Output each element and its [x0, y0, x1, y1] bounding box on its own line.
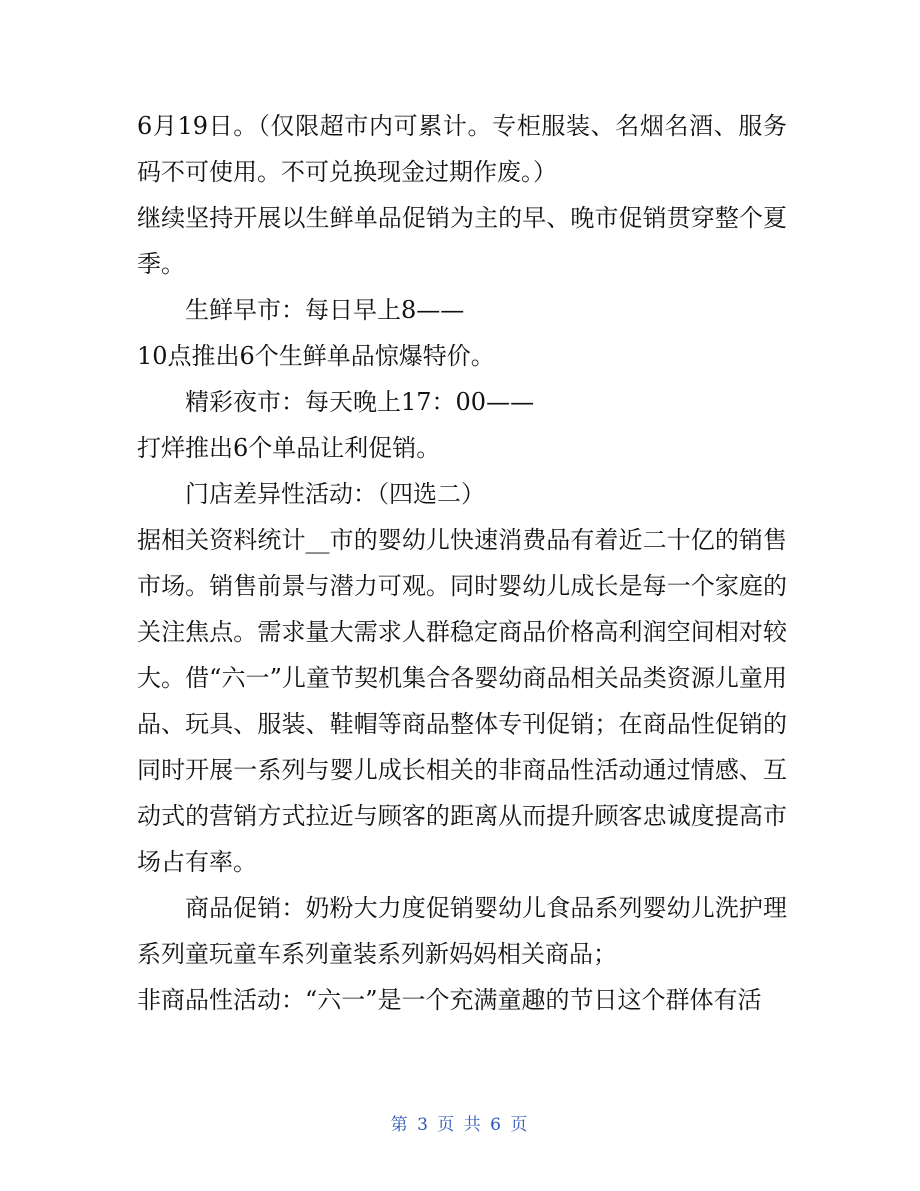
document-body — [137, 103, 787, 1023]
paragraph-5: 精彩夜市：每天晚上17：00—— — [185, 388, 535, 416]
paragraph-9: 商品促销：奶粉大力度促销婴幼儿食品系列婴幼儿洗护理系列童玩童车系列童装系列新妈妈相关商品； — [137, 894, 787, 968]
paragraph-3: 生鲜早市：每日早上8—— — [185, 296, 465, 324]
paragraph-1: 6月19日。（仅限超市内可累计。专柜服装、名烟名酒、服务码不可使用。不可兑换现金过期作废。） — [137, 112, 787, 186]
paragraph-8: 据相关资料统计__市的婴幼儿快速消费品有着近二十亿的销售市场。销售前景与潜力可观。同时婴幼儿成长是每一个家庭的关注焦点。需求量大需求人群稳定商品价格高利润空间相对较大。借“六一”儿童节契机集合各婴幼商品相关品类资源儿童用品、玩具、服装、鞋帽等商品整体专刊促销；在商品性促销的同时开展一系列与婴儿成长相关的非商品性活动通过情感、互动式的营销方式拉近与顾客的距离从而提升顾客忠诚度提高市场占有率。 — [137, 526, 787, 876]
paragraph-2: 继续坚持开展以生鲜单品促销为主的早、晚市促销贯穿整个夏季。 — [137, 204, 787, 278]
page-number-footer: 第 3 页 共 6 页 — [390, 1115, 530, 1135]
paragraph-4: 10点推出6个生鲜单品惊爆特价。 — [137, 342, 495, 370]
paragraph-7: 门店差异性活动：（四选二） — [185, 480, 485, 508]
paragraph-6: 打烊推出6个单品让利促销。 — [137, 434, 441, 462]
paragraph-10: 非商品性活动：“六一”是一个充满童趣的节日这个群体有活 — [137, 986, 762, 1014]
